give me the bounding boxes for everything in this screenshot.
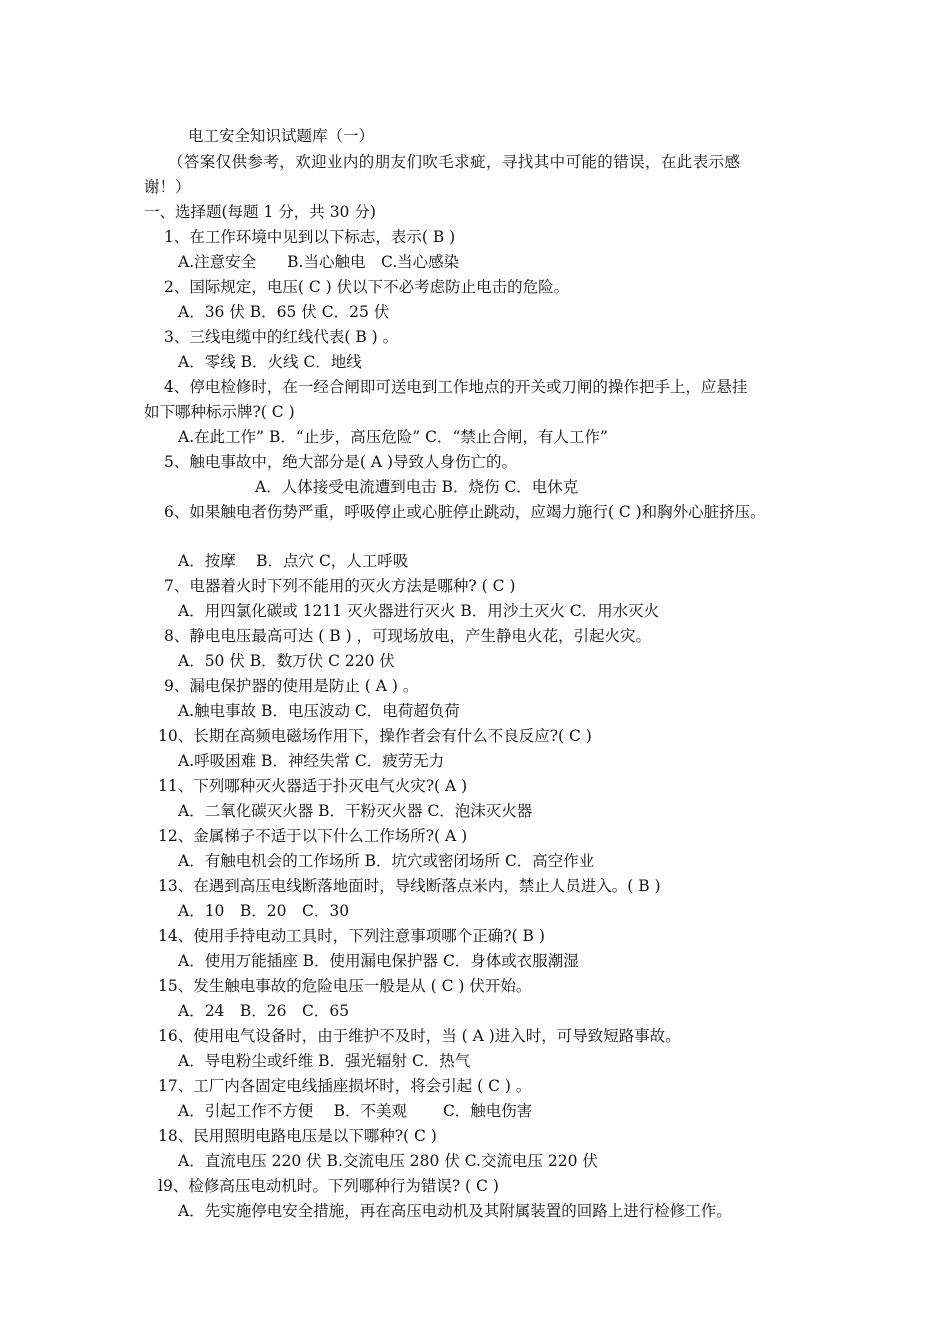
answer-10: A.呼吸困难 B．神经失常 C．疲劳无力 (178, 752, 445, 770)
answer-11: A．二氧化碳灭火器 B．干粉灭火器 C．泡沫灭火器 (178, 802, 533, 820)
question-4-continued: 如下哪种标示牌?( C ) (144, 403, 295, 421)
answer-18: A．直流电压 220 伏 B.交流电压 280 伏 C.交流电压 220 伏 (178, 1152, 598, 1170)
answer-3: A．零线 B．火线 C．地线 (178, 353, 362, 371)
answer-9: A.触电事故 B．电压波动 C．电荷超负荷 (178, 702, 460, 720)
answer-15: A．24 B．26 C．65 (178, 1002, 350, 1020)
question-4: 4、停电检修时，在一经合闸即可送电到工作地点的开关或刀闸的操作把手上，应悬挂 (164, 378, 748, 396)
answer-1: A.注意安全 B.当心触电 C.当心感染 (178, 253, 460, 271)
answer-16: A．导电粉尘或纤维 B．强光辐射 C．热气 (178, 1052, 471, 1070)
question-17: 17、工厂内各固定电线插座损坏时，将会引起 ( C ) 。 (158, 1077, 532, 1095)
question-15: 15、发生触电事故的危险电压一般是从 ( C ) 伏开始。 (158, 977, 532, 995)
question-11: 11、下列哪种灭火器适于扑灭电气火灾?( A ) (158, 777, 468, 795)
answer-12: A．有触电机会的工作场所 B．坑穴或密闭场所 C．高空作业 (178, 852, 595, 870)
question-18: 18、民用照明电路电压是以下哪种?( C ) (158, 1127, 437, 1145)
question-7: 7、电器着火时下列不能用的灭火方法是哪种? ( C ) (164, 577, 516, 595)
question-12: 12、金属梯子不适于以下什么工作场所?( A ) (158, 827, 468, 845)
question-16: 16、使用电气设备时，由于维护不及时，当 ( A )进入时，可导致短路事故。 (158, 1027, 681, 1045)
note-line-1: （答案仅供参考，欢迎业内的朋友们吹毛求疵，寻找其中可能的错误，在此表示感 (168, 153, 741, 171)
answer-7: A．用四氯化碳或 1211 灭火器进行灭火 B．用沙土灭火 C．用水灭火 (178, 602, 660, 620)
document-title: 电工安全知识试题库（一） (188, 127, 375, 145)
answer-13: A．10 B．20 C．30 (178, 902, 350, 920)
question-2: 2、国际规定，电压( C ) 伏以下不必考虑防止电击的危险。 (164, 278, 570, 296)
question-5: 5、触电事故中，绝大部分是( A )导致人身伤亡的。 (164, 453, 518, 471)
answer-2: A．36 伏 B．65 伏 C．25 伏 (178, 303, 390, 321)
section-heading: 一、选择题(每题 1 分，共 30 分) (144, 203, 376, 221)
question-9: 9、漏电保护器的使用是防止 ( A ) 。 (164, 677, 419, 695)
answer-6: A．按摩 B．点穴 C，人工呼吸 (178, 552, 409, 570)
answer-14: A．使用万能插座 B．使用漏电保护器 C．身体或衣服潮湿 (178, 952, 579, 970)
question-14: 14、使用手持电动工具时，下列注意事项哪个正确?( B ) (158, 927, 545, 945)
note-line-2: 谢！） (144, 178, 191, 196)
question-3: 3、三线电缆中的红线代表( B ) 。 (164, 328, 399, 346)
answer-17: A．引起工作不方便 B．不美观 C．触电伤害 (178, 1102, 533, 1120)
question-6: 6、如果触电者伤势严重，呼吸停止或心脏停止跳动，应竭力施行( C )和胸外心脏挤压。 (164, 503, 766, 521)
answer-19: A．先实施停电安全措施，再在高压电动机及其附属装置的回路上进行检修工作。 (178, 1202, 732, 1220)
answer-8: A．50 伏 B．数万伏 C 220 伏 (178, 652, 395, 670)
question-19: l9、检修高压电动机时。下列哪种行为错误? ( C ) (158, 1177, 499, 1195)
question-1: 1、在工作环境中见到以下标志，表示( B ) (164, 228, 456, 246)
answer-4: A.在此工作” B．“止步，高压危险” C．“禁止合闸，有人工作” (178, 428, 608, 446)
question-8: 8、静电电压最高可达 ( B ) ，可现场放电，产生静电火花，引起火灾。 (164, 627, 652, 645)
question-13: 13、在遇到高压电线断落地面时，导线断落点米内，禁止人员进入。( B ) (158, 877, 661, 895)
answer-5: A．人体接受电流遭到电击 B．烧伤 C．电休克 (255, 478, 579, 496)
question-10: 10、长期在高频电磁场作用下，操作者会有什么不良反应?( C ) (158, 727, 592, 745)
